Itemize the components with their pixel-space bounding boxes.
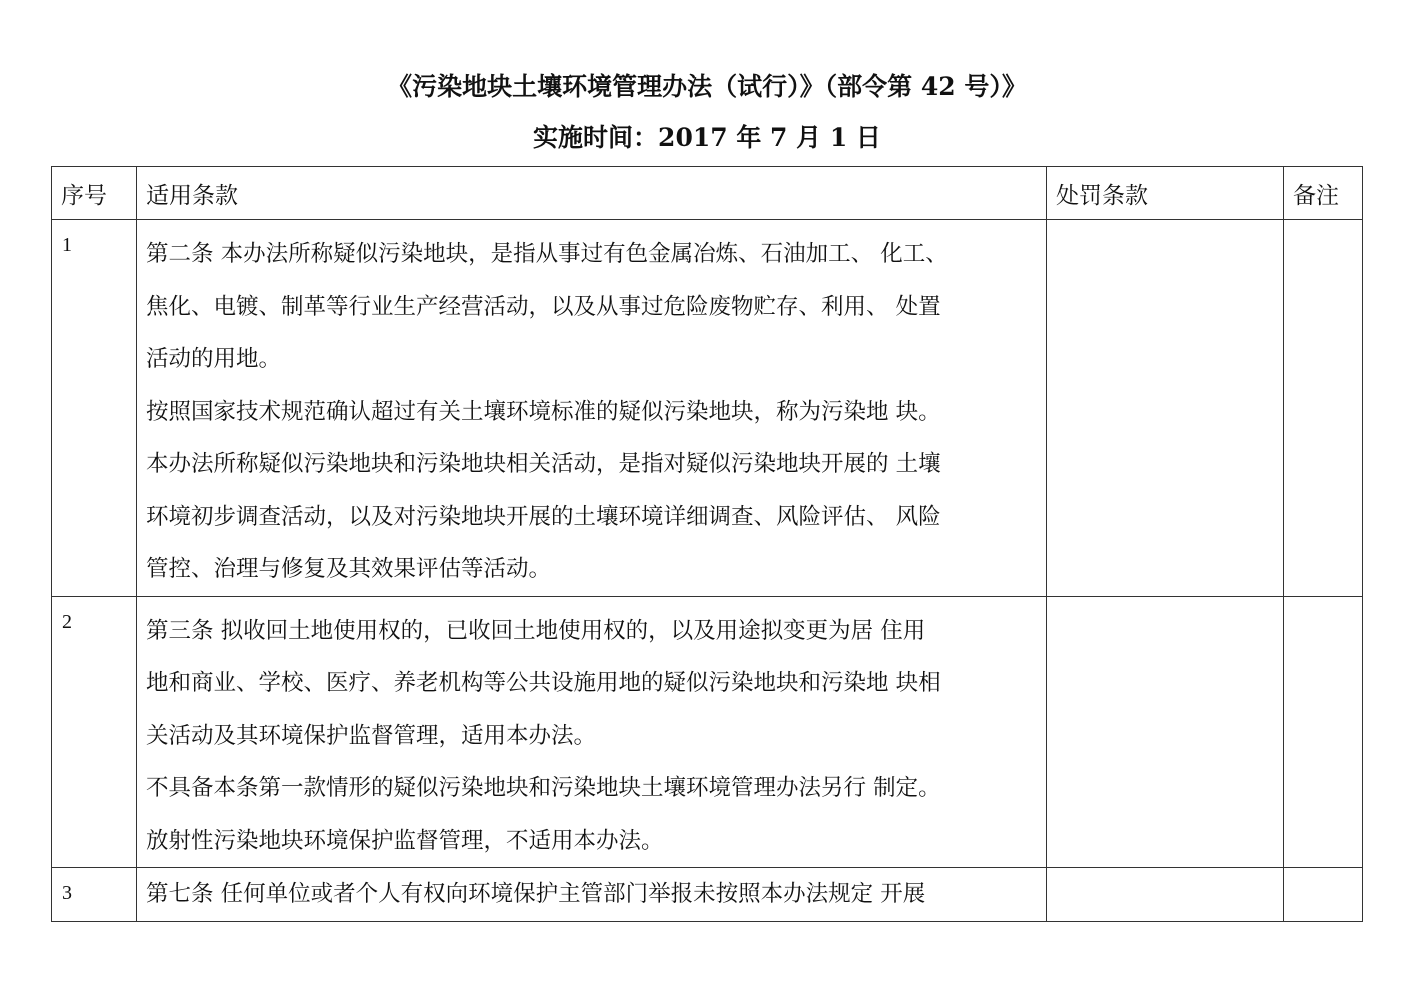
applicable-clause-cell (137, 868, 1047, 922)
header-clause: 适用条款 (137, 167, 1047, 220)
row-number: 1 (52, 220, 137, 597)
note-cell (1284, 596, 1363, 868)
clause-line: 地和商业、学校、医疗、养老机构等公共设施用地的疑似污染地块和污染地 块相 (146, 670, 941, 696)
clause-line: 放射性污染地块环境保护监督管理，不适用本办法。 (146, 827, 664, 854)
penalty-cell (1047, 868, 1284, 922)
clause-line: 按照国家技术规范确认超过有关土壤环境标准的疑似污染地块，称为污染地 块。 (146, 398, 941, 425)
regulation-table (51, 166, 1363, 922)
table-row (52, 220, 1363, 597)
clause-line: 不具备本条第一款情形的疑似污染地块和污染地块土壤环境管理办法另行 制定。 (146, 775, 941, 801)
clause-line: 第三条 拟收回土地使用权的，已收回土地使用权的，以及用途拟变更为居 住用 (146, 617, 926, 644)
table-row (52, 596, 1363, 868)
row-number: 2 (52, 596, 137, 868)
clause-line: 管控、治理与修复及其效果评估等活动。 (146, 556, 552, 582)
header-penalty: 处罚条款 (1047, 167, 1284, 220)
penalty-cell (1047, 596, 1284, 868)
clause-line: 活动的用地。 (146, 346, 282, 372)
clause-line: 第七条 任何单位或者个人有权向环境保护主管部门举报未按照本办法规定 开展 (146, 881, 926, 907)
header-note: 备注 (1284, 167, 1363, 220)
effective-date: 实施时间：2017 年 7 月 1 日 (533, 123, 881, 152)
applicable-clause-cell (137, 220, 1047, 597)
applicable-clause-cell (137, 596, 1047, 868)
clause-line: 第二条 本办法所称疑似污染地块，是指从事过有色金属冶炼、石油加工、 化工、 (146, 241, 948, 267)
clause-line: 本办法所称疑似污染地块和污染地块相关活动，是指对疑似污染地块开展的 土壤 (146, 451, 941, 477)
header-no: 序号 (52, 167, 137, 220)
clause-line: 关活动及其环境保护监督管理，适用本办法。 (146, 722, 597, 749)
penalty-cell (1047, 220, 1284, 597)
table-header-row (52, 167, 1363, 220)
row-number: 3 (52, 868, 137, 922)
note-cell (1284, 220, 1363, 597)
clause-line: 环境初步调查活动，以及对污染地块开展的土壤环境详细调查、风险评估、 风险 (146, 503, 941, 530)
clause-line: 焦化、电镀、制革等行业生产经营活动，以及从事过危险废物贮存、利用、 处置 (146, 293, 941, 320)
document-title: 《污染地块土壤环境管理办法（试行）》（部令第 42 号）》 (387, 72, 1027, 101)
table-row (52, 868, 1363, 922)
note-cell (1284, 868, 1363, 922)
